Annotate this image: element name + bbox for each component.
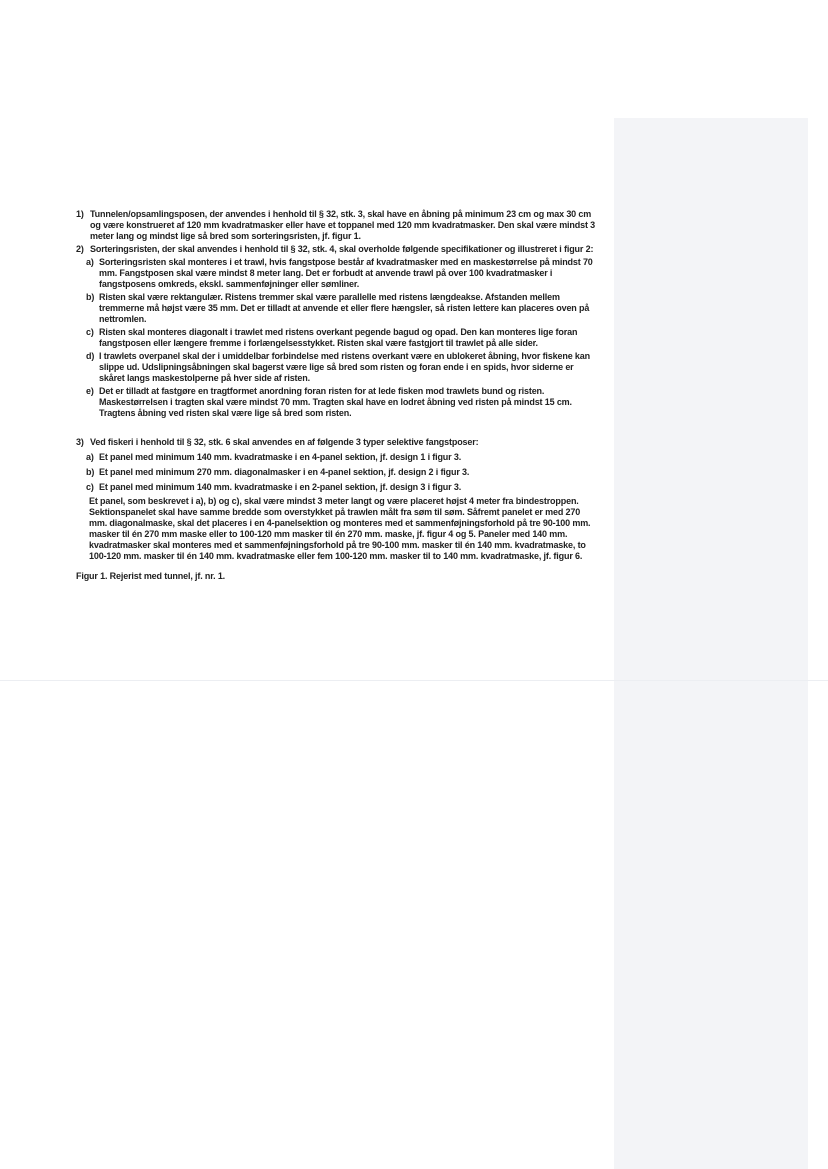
sub-item-letter: a) [86, 452, 94, 462]
scan-margin-shade [614, 118, 808, 1169]
item-text: Ved fiskeri i henhold til § 32, stk. 6 skal anvendes en af følgende 3 typer selektive fangstposer: [90, 437, 479, 447]
scan-line [0, 680, 828, 681]
item-3 [76, 437, 596, 448]
sub-item-2b [86, 292, 596, 325]
sub-item-3b [86, 467, 596, 478]
sub-item-letter: a) [86, 257, 94, 267]
item-number: 2) [76, 244, 84, 254]
regulation-text [76, 209, 596, 582]
sub-item-text: Et panel med minimum 140 mm. kvadratmaske i en 4-panel sektion, jf. design 1 i figur 3. [99, 452, 462, 462]
item-text: Sorteringsristen, der skal anvendes i henhold til § 32, stk. 4, skal overholde følgende specifikationer og illustreret i figur 2: [90, 244, 594, 254]
sub-item-2e [86, 386, 596, 419]
sub-item-3a [86, 452, 596, 463]
sub-item-2a [86, 257, 596, 290]
sub-item-text: Et panel med minimum 270 mm. diagonalmasker i en 4-panel sektion, jf. design 2 i figur 3. [99, 467, 470, 477]
sub-item-letter: c) [86, 327, 94, 337]
sub-item-text: Et panel med minimum 140 mm. kvadratmaske i en 2-panel sektion, jf. design 3 i figur 3. [99, 482, 462, 492]
sub-item-letter: d) [86, 351, 95, 361]
item-number: 3) [76, 437, 84, 447]
sub-item-2d [86, 351, 596, 384]
sub-item-letter: b) [86, 467, 95, 477]
sub-item-text: Risten skal være rektangulær. Ristens tremmer skal være parallelle med ristens længdeakse. Afstanden mellem tremmerne må højst være 35 mm. Det er tilladt at anvende et eller flere hængsler, så risten lettere kan placeres oven på nettromlen. [99, 292, 590, 324]
item-text: Tunnelen/opsamlingsposen, der anvendes i henhold til § 32, stk. 3, skal have en åbning på minimum 23 cm og max 30 cm og være konstrueret af 120 mm kvadratmasker eller have et toppanel med 120 mm kvadratmasker. Den skal være mindst 3 meter lang og mindst lige så bred som sorteringsristen, jf. figur 1. [90, 209, 595, 241]
sub-item-3c [86, 482, 596, 493]
item-number: 1) [76, 209, 84, 219]
sub-item-text: I trawlets overpanel skal der i umiddelbar forbindelse med ristens overkant være en ublokeret åbning, hvor fiskene kan slippe ud. Udslipningsåbningen skal bagerst være lige så bred som risten og foran ende i en spids, hvor siderne er skåret langs maskestolperne på hver side af risten. [99, 351, 590, 383]
item-1 [76, 209, 596, 242]
sub-item-2c [86, 327, 596, 349]
sub-item-text: Risten skal monteres diagonalt i trawlet med ristens overkant pegende bagud og opad. Den kan monteres lige foran fangstposen eller længere fremme i forlængelsesstykket. Risten skal være fastgjort til trawlet på alle sider. [99, 327, 578, 348]
item-2 [76, 244, 596, 255]
sub-item-letter: b) [86, 292, 95, 302]
sub-item-text: Det er tilladt at fastgøre en tragtformet anordning foran risten for at lede fisken mod trawlets bund og risten. Maskestørrelsen i tragten skal være mindst 70 mm. Tragten skal have en lodret åbning ved risten på mindst 15 cm. Tragtens åbning ved risten skal være lige så bred som risten. [99, 386, 572, 418]
sub-item-letter: e) [86, 386, 94, 396]
figure-caption: Figur 1. Rejerist med tunnel, jf. nr. 1. [76, 571, 226, 581]
sub-item-text: Sorteringsristen skal monteres i et trawl, hvis fangstpose består af kvadratmasker med en maskestørrelse på mindst 70 mm. Fangstposen skal være mindst 8 meter lang. Det er forbudt at anvende trawl på over 100 kvadratmasker i fangstposens omkreds, ekskl. sammenføjninger eller sømliner. [99, 257, 593, 289]
sub-item-letter: c) [86, 482, 94, 492]
item-3-paragraph: Et panel, som beskrevet i a), b) og c), skal være mindst 3 meter langt og være placeret højst 4 meter fra bindestroppen. Sektionspanelet skal have samme bredde som overstykket på trawlen målt fra søm til søm. Såfremt panelet er med 270 mm. diagonalmaske, skal det placeres i en 4-panelsektion og monteres med et sammenføjningsforhold på tre 90-100 mm. masker til én 270 mm maske eller to 100-120 mm masker til én 270 mm. maske, jf. figur 4 og 5. Paneler med 140 mm. kvadratmasker skal monteres med et sammenføjningsforhold på tre 90-100 mm. masker til én 140 mm. kvadratmaske, to 100-120 mm. masker til én 140 mm. kvadratmaske eller fem 100-120 mm. masker til to 140 mm. kvadratmaske, jf. figur 6. [89, 496, 591, 561]
